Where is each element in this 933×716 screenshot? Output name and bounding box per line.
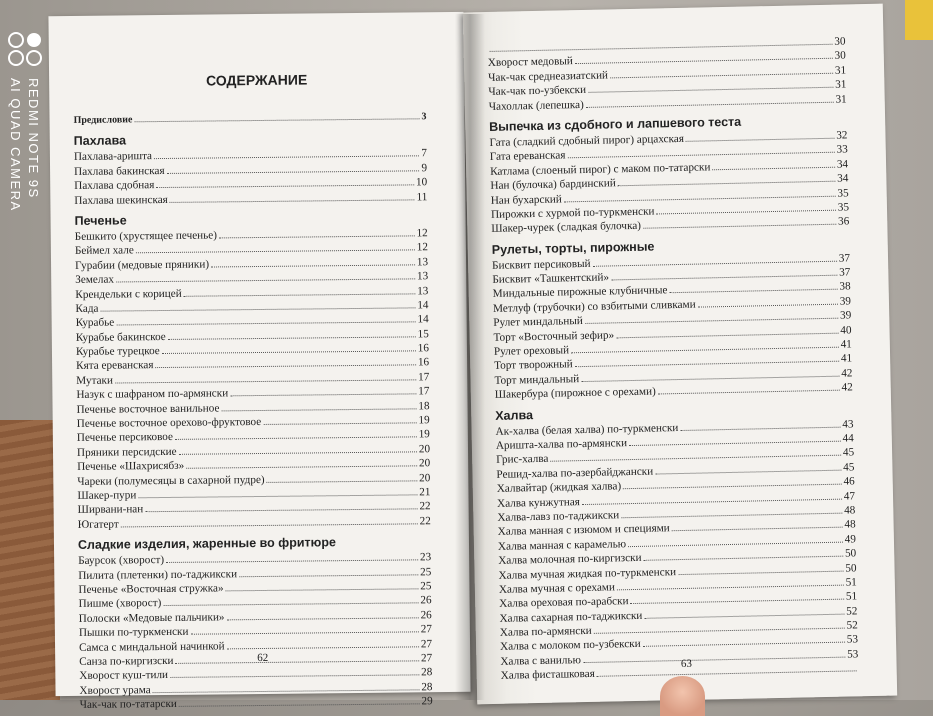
section-heading: Халва: [495, 407, 534, 423]
dot-leader: [100, 306, 415, 311]
section-heading: Пахлава: [73, 133, 127, 149]
entry-page: 28: [421, 666, 433, 679]
dot-leader: [672, 526, 843, 532]
entry-page: 19: [418, 414, 430, 427]
right-page: [463, 4, 897, 705]
watermark-line1: REDMI NOTE 9S: [26, 78, 41, 199]
entry-title: Югатерт: [77, 518, 119, 531]
toc-entry: [74, 190, 427, 208]
dot-leader: [239, 573, 418, 577]
dot-leader: [136, 249, 415, 254]
page-number: 63: [680, 657, 693, 671]
entry-page: 11: [416, 190, 428, 203]
entry-page: 32: [836, 129, 848, 142]
dot-leader: [586, 100, 834, 107]
entry-page: 38: [839, 280, 851, 294]
right-toc: [487, 34, 858, 683]
entry-title: Торт творожный: [494, 358, 573, 373]
entry-page: 23: [419, 551, 432, 564]
entry-title: Бисквит персиковый: [491, 257, 591, 272]
entry-page: 17: [418, 385, 430, 398]
entry-page: 41: [840, 352, 853, 366]
dot-leader: [680, 425, 840, 430]
dot-leader: [167, 169, 420, 174]
entry-page: 50: [845, 561, 857, 575]
entry-page: 51: [845, 576, 857, 589]
entry-page: 9: [421, 162, 428, 175]
entry-page: 12: [416, 227, 428, 240]
entry-page: 45: [842, 446, 855, 459]
entry-page: 16: [417, 342, 430, 355]
entry-title: Пишме (хворост): [78, 597, 162, 611]
entry-title: Предисловие: [73, 114, 133, 126]
toc-entry: [80, 694, 433, 712]
entry-page: 22: [419, 514, 431, 528]
entry-title: Чак-чак по-татарски: [79, 697, 177, 711]
entry-title: Халва молочная по-киргизски: [498, 551, 642, 567]
dot-leader: [170, 674, 419, 679]
entry-title: Халва манная с карамелью: [497, 537, 627, 553]
entry-title: Пахлава-ариштa: [73, 150, 153, 164]
entry-page: 36: [837, 215, 850, 228]
dot-leader: [186, 465, 417, 469]
dot-leader: [116, 277, 415, 282]
entry-page: 16: [417, 356, 430, 369]
entry-title: Крендельки с корицей: [75, 287, 182, 301]
entry-title: Ариштa-халва по-армянски: [495, 437, 628, 452]
dot-leader: [616, 331, 838, 338]
entry-page: 19: [418, 428, 430, 441]
entry-page: 13: [416, 270, 429, 283]
entry-page: 22: [419, 500, 431, 513]
entry-title: Бешкито (хрустящее печенье): [74, 229, 217, 243]
dot-leader: [621, 512, 842, 519]
dot-leader: [116, 321, 415, 326]
dot-leader: [618, 180, 835, 187]
entry-title: Хворост медовый: [487, 55, 573, 70]
entry-page: 40: [840, 324, 852, 337]
entry-page: 31: [835, 93, 847, 106]
watermark-line2: AI QUAD CAMERA: [8, 78, 23, 212]
entry-title: Шакер-чурек (сладкая булочка): [491, 220, 642, 236]
entry-page: 26: [420, 608, 432, 622]
entry-title: Санза по-киргизски: [79, 654, 174, 668]
entry-title: Халва фисташковая: [500, 668, 595, 683]
entry-page: 21: [419, 486, 431, 499]
dot-leader: [219, 234, 415, 238]
entry-title: Халва сахарная по-таджикски: [499, 609, 643, 625]
dot-leader: [179, 450, 417, 454]
entry-title: Курабье: [75, 316, 115, 330]
entry-title: Кята ереванская: [76, 359, 154, 373]
entry-title: Чак-чак среднеазиатский: [488, 69, 609, 84]
entry-title: Баурсок (хворост): [78, 554, 165, 568]
entry-title: Пряники персидские: [76, 445, 177, 459]
entry-page: 53: [846, 633, 859, 647]
dot-leader: [175, 436, 417, 441]
entry-title: Печенье восточное орехово-фруктовое: [76, 416, 262, 430]
entry-page: 31: [834, 64, 847, 77]
dot-leader: [655, 468, 841, 474]
entry-title: Халва с ванилью: [500, 653, 582, 668]
section-heading: Рулеты, торты, пирожные: [491, 239, 655, 257]
dot-leader: [155, 364, 415, 369]
dot-leader: [611, 274, 837, 281]
finger: [660, 676, 705, 716]
dot-leader: [211, 263, 415, 267]
dot-leader: [156, 184, 414, 189]
entry-title: Пилита (плетенки) по-таджикски: [78, 567, 238, 582]
dot-leader: [170, 198, 415, 203]
dot-leader: [162, 349, 416, 354]
dot-leader: [226, 587, 419, 591]
entry-page: 37: [838, 252, 851, 265]
dot-leader: [145, 508, 417, 513]
entry-page: 27: [420, 637, 433, 650]
dot-leader: [610, 72, 833, 79]
entry-title: Беймел хале: [74, 244, 134, 258]
entry-page: 10: [415, 176, 428, 189]
entry-title: Мутаки: [76, 374, 114, 387]
entry-title: Ширвани-нан: [77, 503, 144, 517]
dot-leader: [153, 688, 420, 693]
entry-page: 29: [421, 695, 433, 708]
entry-page: 51: [845, 590, 858, 603]
entry-page: 3: [421, 111, 427, 123]
entry-title: Катлама (слоеный пирог) с маком по-татарски: [490, 161, 711, 178]
entry-title: Чареки (полумесяцы в сахарной пудре): [77, 473, 265, 488]
entry-page: 12: [416, 241, 428, 254]
dot-leader: [629, 440, 841, 446]
dot-leader: [658, 389, 840, 395]
entry-title: Гата ереванская: [489, 149, 566, 164]
entry-page: 18: [418, 399, 430, 412]
entry-page: 48: [844, 518, 856, 531]
camera-watermark: [6, 30, 56, 250]
entry-title: Шакер-пури: [77, 489, 137, 502]
entry-title: Земелах: [75, 273, 115, 287]
entry-page: 20: [419, 471, 431, 484]
entry-title: Када: [75, 302, 99, 315]
entry-title: Халва кунжутная: [496, 495, 580, 510]
entry-page: 14: [417, 299, 429, 312]
entry-page: 30: [834, 35, 846, 48]
dot-leader: [230, 393, 416, 397]
entry-page: 44: [842, 432, 854, 445]
entry-title: Пирожки с хурмой по-туркменски: [490, 205, 655, 221]
entry-page: 14: [417, 313, 429, 326]
entry-title: Хворост урама: [79, 683, 151, 697]
entry-page: 53: [847, 648, 859, 661]
dot-leader: [263, 421, 416, 425]
entry-page: 50: [844, 547, 857, 560]
entry-title: Гата (сладкий сдобный пирог) арцахская: [489, 132, 685, 149]
entry-page: 15: [417, 327, 429, 341]
dot-leader: [190, 630, 418, 634]
entry-title: Назук с шафраном по-армянски: [76, 387, 229, 402]
dot-leader: [712, 165, 835, 170]
dot-leader: [593, 259, 837, 266]
entry-title: Печенье «Восточная стружка»: [78, 582, 224, 596]
entry-title: Метлуф (трубочки) со взбитыми сливками: [492, 298, 696, 315]
entry-page: 27: [420, 652, 433, 665]
dot-leader: [227, 616, 419, 620]
entry-page: 37: [839, 266, 851, 279]
entry-page: 42: [841, 367, 853, 380]
dot-leader: [227, 645, 419, 649]
dot-leader: [644, 555, 844, 561]
entry-title: Пышки по-туркменски: [78, 625, 189, 640]
entry-title: Халвайтар (жидкая халва): [496, 480, 622, 496]
dot-leader: [184, 292, 415, 296]
dot-leader: [166, 559, 418, 564]
page-number: 62: [257, 651, 269, 665]
entry-page: 47: [843, 489, 856, 503]
entry-page: 26: [420, 594, 432, 607]
toc-title: СОДЕРЖАНИЕ: [205, 71, 308, 89]
dot-leader: [686, 137, 834, 142]
entry-page: 27: [420, 623, 432, 636]
entry-title: Пахлава бакинская: [74, 164, 165, 178]
entry-page: 33: [836, 143, 848, 157]
entry-title: Халва по-армянски: [499, 624, 592, 639]
dot-leader: [115, 378, 416, 383]
dot-leader: [669, 288, 837, 294]
entry-title: Торт миндальный: [494, 372, 580, 387]
entry-page: 35: [837, 186, 849, 200]
entry-title: Нан бухарский: [490, 192, 562, 207]
entry-title: Миндальные пирожные клубничные: [492, 284, 668, 301]
dot-leader: [656, 209, 835, 215]
dot-leader: [588, 86, 833, 93]
wooden-surface: [0, 420, 60, 700]
entry-title: Решид-халва по-азербайджански: [496, 465, 654, 481]
dot-leader: [644, 612, 844, 618]
dot-leader: [163, 602, 418, 607]
yellow-object: [905, 0, 933, 40]
entry-page: 20: [418, 457, 431, 470]
entry-page: 52: [846, 619, 858, 632]
entry-page: 34: [836, 158, 849, 171]
entry-title: Пахлава сдобная: [74, 179, 155, 193]
dot-leader: [643, 223, 836, 229]
dot-leader: [267, 479, 418, 483]
entry-page: 34: [837, 172, 849, 185]
entry-title: Халва-лавз по-таджикски: [497, 509, 620, 524]
entry-title: Хворост куш-тили: [79, 669, 169, 683]
dot-leader: [617, 584, 844, 591]
entry-page: 20: [418, 443, 431, 456]
entry-page: 39: [839, 295, 852, 308]
dot-leader: [154, 155, 419, 160]
entry-title: Халва манная с изюмом и специями: [497, 522, 670, 539]
dot-leader: [168, 335, 416, 340]
entry-page: 25: [420, 580, 432, 593]
dot-leader: [221, 407, 416, 411]
entry-page: 41: [840, 338, 852, 351]
entry-page: 39: [839, 309, 852, 322]
entry-title: Бисквит «Ташкентский»: [492, 271, 610, 286]
entry-title: Халва ореховая по-арабски: [499, 595, 629, 611]
entry-title: Нан (булочка) бардинский: [490, 177, 616, 193]
entry-title: Ак-халва (белая халва) по-туркменски: [495, 421, 679, 438]
dot-leader: [121, 522, 418, 527]
entry-page: 28: [421, 680, 433, 693]
entry-page: 30: [834, 49, 846, 63]
dot-leader: [179, 702, 420, 707]
entry-title: Полоски «Медовые пальчики»: [78, 611, 225, 625]
entry-title: Курабье турецкое: [75, 345, 160, 358]
entry-page: 25: [420, 565, 432, 578]
dot-leader: [623, 483, 841, 490]
dot-leader: [628, 540, 843, 546]
entry-title: Грис-халва: [496, 453, 549, 467]
entry-page: 45: [843, 461, 855, 474]
dot-leader: [631, 598, 844, 604]
entry-page: 46: [843, 475, 855, 488]
dot-leader: [678, 569, 843, 574]
left-toc: [73, 110, 432, 712]
entry-title: Печенье «Шахрисябз»: [77, 459, 185, 474]
left-page: [48, 12, 470, 711]
entry-page: 52: [846, 605, 858, 618]
entry-title: Самса с миндальной начинкой: [78, 639, 225, 654]
dot-leader: [138, 493, 417, 498]
entry-page: 31: [835, 78, 847, 91]
camera-logo-icon: [6, 30, 46, 70]
entry-title: Шакербура (пирожное с орехами): [494, 385, 656, 402]
entry-title: Халва мучная с орехами: [498, 581, 616, 596]
entry-title: Халва с молоком по-узбекски: [499, 638, 641, 654]
entry-page: 7: [421, 147, 427, 160]
entry-page: 17: [418, 371, 430, 384]
entry-title: Курабье бакинское: [75, 330, 166, 344]
entry-title: Гурабии (медовые пряники): [75, 258, 210, 272]
dot-leader: [134, 117, 419, 122]
entry-page: 43: [842, 417, 854, 431]
entry-page: 13: [417, 284, 429, 297]
dot-leader: [698, 303, 838, 308]
dot-leader: [643, 641, 845, 647]
entry-title: Рулет ореховый: [493, 344, 570, 358]
entry-title: Халва мучная жидкая по-туркменски: [498, 565, 677, 582]
entry-title: Печенье восточное ванильное: [76, 402, 220, 416]
section-heading: Сладкие изделия, жаренные во фритюре: [77, 535, 336, 553]
section-heading: Выпечка из сдобного и лапшевого теста: [489, 114, 742, 134]
entry-page: 13: [416, 255, 429, 269]
entry-page: 35: [837, 201, 850, 214]
entry-title: Чак-чак по-узбекски: [488, 84, 587, 99]
dot-leader: [594, 627, 845, 634]
entry-title: Чахоллак (лепешка): [488, 98, 584, 113]
entry-title: Печенье персиковое: [76, 431, 174, 445]
book-gutter: [455, 14, 485, 700]
preface-entry: [73, 110, 426, 128]
entry-page: 48: [844, 504, 856, 517]
section-heading: Печенье: [74, 213, 127, 228]
entry-page: 49: [844, 533, 857, 546]
entry-page: 42: [841, 381, 853, 394]
entry-title: Торт «Восточный зефир»: [493, 329, 615, 344]
entry-title: Пахлава шекинская: [74, 193, 168, 207]
entry-title: Рулет миндальный: [493, 315, 583, 330]
